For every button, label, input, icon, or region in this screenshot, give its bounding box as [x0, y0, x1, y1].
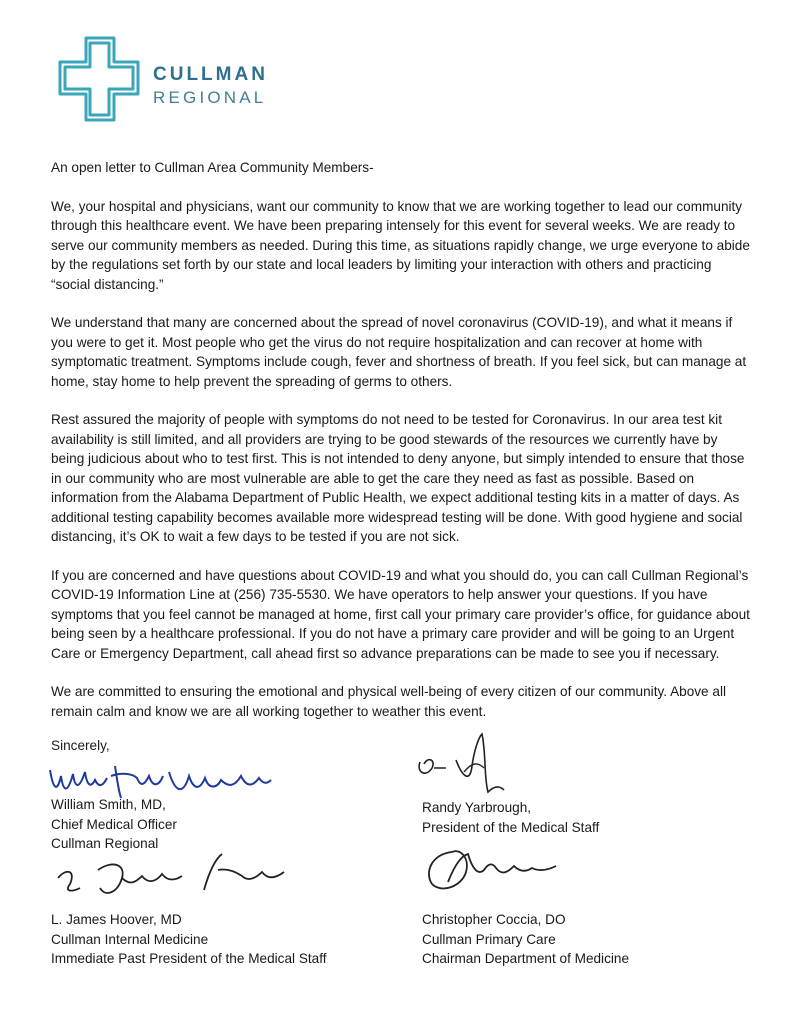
signatory-christopher-coccia: [422, 910, 629, 969]
letter-paragraph-1: We, your hospital and physicians, want our community to know that we are working together to lead our community through this healthcare event. We have been preparing intensely for this event for several weeks. We are ready to serve our community members as needed. During this time, as situations rapidly change, we urge everyone to abide by the regulations set forth by our state and local leaders by limiting your interaction with others and practicing “social distancing.”: [51, 198, 750, 292]
signatory-organization: Chairman Department of Medicine: [422, 951, 630, 966]
signatory-title: Cullman Internal Medicine: [51, 931, 209, 947]
letter-greeting: An open letter to Cullman Area Community Members-: [51, 160, 374, 175]
logo-subtitle: REGIONAL: [153, 88, 267, 107]
letter-paragraph-5: We are committed to ensuring the emotional and physical well-being of every citizen of our community. Above all remain calm and know we are all working together to weather this event.: [51, 684, 726, 719]
signatory-organization: Immediate Past President of the Medical Staff: [51, 951, 327, 966]
signatory-randy-yarbrough: [422, 798, 599, 837]
signatory-william-smith: [51, 795, 177, 854]
letter-paragraph-4: If you are concerned and have questions about COVID-19 and what you should do, you can call Cullman Regional’s COVID-19 Information Line at (256) 735-5530. We have operators to help answer your questions. If you have symptoms that you feel cannot be managed at home, first call your primary care provider’s office, for guidance about being seen by a healthcare professional. If you do not have a primary care provider and will be going to an Urgent Care or Emergency Department, call ahead first so advance preparations can be made to see you if necessary.: [51, 567, 750, 661]
signatory-title: Chief Medical Officer: [51, 816, 177, 832]
logo-name: CULLMAN: [153, 64, 268, 85]
signature-james-hoover: [52, 850, 292, 900]
cullman-regional-logo: [50, 34, 290, 126]
letter-paragraph-2: We understand that many are concerned about the spread of novel coronavirus (COVID-19), and what it means if you were to get it. Most people who get the virus do not require hospitalization and can recover at home with symptomatic treatment. Symptoms include cough, fever and shortness of breath. If you feel sick, but can manage at home, stay home to help prevent the spreading of germs to others.: [51, 315, 747, 389]
letter-closing: Sincerely,: [51, 738, 110, 753]
signatory-name: Randy Yarbrough,: [422, 800, 532, 815]
cross-logo-icon: [50, 34, 150, 126]
signature-christopher-coccia: [422, 842, 572, 897]
letter-body: [51, 158, 751, 740]
signatory-title: President of the Medical Staff: [422, 819, 600, 835]
letter-paragraph-3: Rest assured the majority of people with symptoms do not need to be tested for Coronavirus. In our area test kit availability is still limited, and all providers are trying to be good stewards of the resources we currently have by being judicious about who to test first. This is not intended to deny anyone, but simply intended to ensure that those in our community who are most vulnerable are able to get the care they need as fast as possible. Based on information from the Alabama Department of Public Health, we expect additional testing kits in a matter of days. As additional testing capability becomes available more widespread testing will be done. With good hygiene and social distancing, it’s OK to wait a few days to be tested if you are not sick.: [51, 412, 745, 544]
signatory-james-hoover: [51, 910, 327, 969]
signatory-name: Christopher Coccia, DO: [422, 912, 566, 927]
signatory-organization: Cullman Regional: [51, 836, 159, 851]
signatory-title: Cullman Primary Care: [422, 931, 556, 947]
signatory-name: L. James Hoover, MD: [51, 912, 182, 927]
signatory-name: William Smith, MD,: [51, 797, 166, 812]
